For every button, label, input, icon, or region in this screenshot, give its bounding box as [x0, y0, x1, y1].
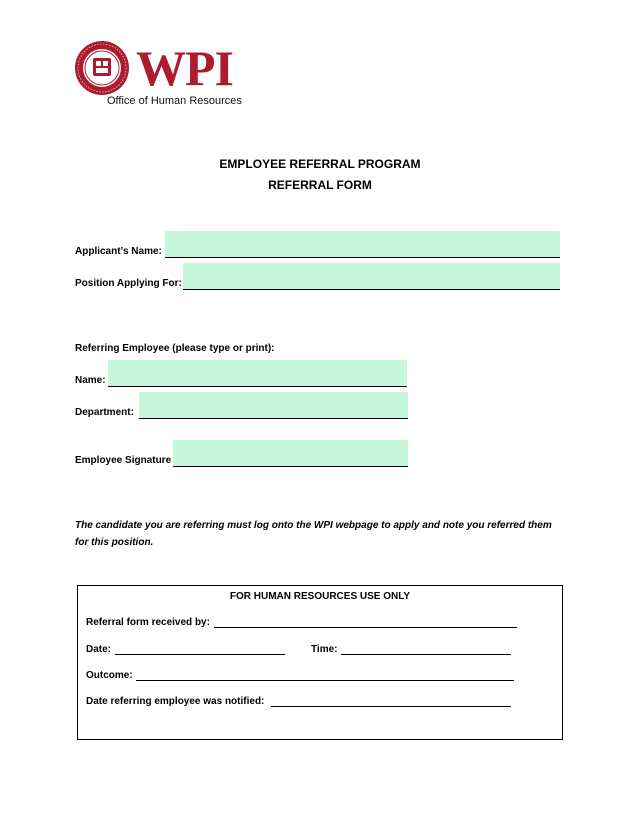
position-label: Position Applying For: — [75, 278, 182, 289]
notified-date-label: Date referring employee was notified: — [86, 696, 265, 707]
notified-date-line[interactable] — [271, 706, 511, 707]
time-label: Time: — [311, 644, 338, 655]
form-subtitle: REFERRAL FORM — [268, 178, 372, 192]
referring-heading: Referring Employee (please type or print): — [75, 343, 275, 354]
signature-label: Employee Signature — [75, 455, 172, 466]
date-line[interactable] — [115, 654, 285, 655]
signature-field[interactable] — [173, 440, 408, 467]
referring-name-label: Name: — [75, 375, 106, 386]
referring-name-field[interactable] — [108, 360, 407, 387]
department-label: Department: — [75, 407, 134, 418]
office-name: Office of Human Resources — [107, 95, 242, 107]
applicant-name-field[interactable] — [165, 231, 560, 258]
wpi-logo — [74, 40, 254, 96]
logo-wordmark: WPI — [136, 40, 233, 96]
wpi-seal-icon — [74, 40, 130, 96]
applicant-name-label: Applicant’s Name: — [75, 246, 162, 257]
date-label: Date: — [86, 644, 112, 655]
instruction-note: The candidate you are referring must log onto the WPI webpage to apply and note you referred them for this position. — [75, 520, 552, 548]
received-by-label: Referral form received by: — [86, 617, 210, 628]
outcome-label: Outcome: — [86, 670, 133, 681]
hr-box-title: FOR HUMAN RESOURCES USE ONLY — [229, 591, 411, 602]
time-line[interactable] — [341, 654, 511, 655]
outcome-line[interactable] — [136, 680, 514, 681]
department-field[interactable] — [139, 392, 408, 419]
form-title: EMPLOYEE REFERRAL PROGRAM — [219, 157, 421, 171]
hr-use-box — [77, 585, 563, 740]
position-field[interactable] — [183, 263, 560, 290]
received-by-line[interactable] — [214, 627, 517, 628]
